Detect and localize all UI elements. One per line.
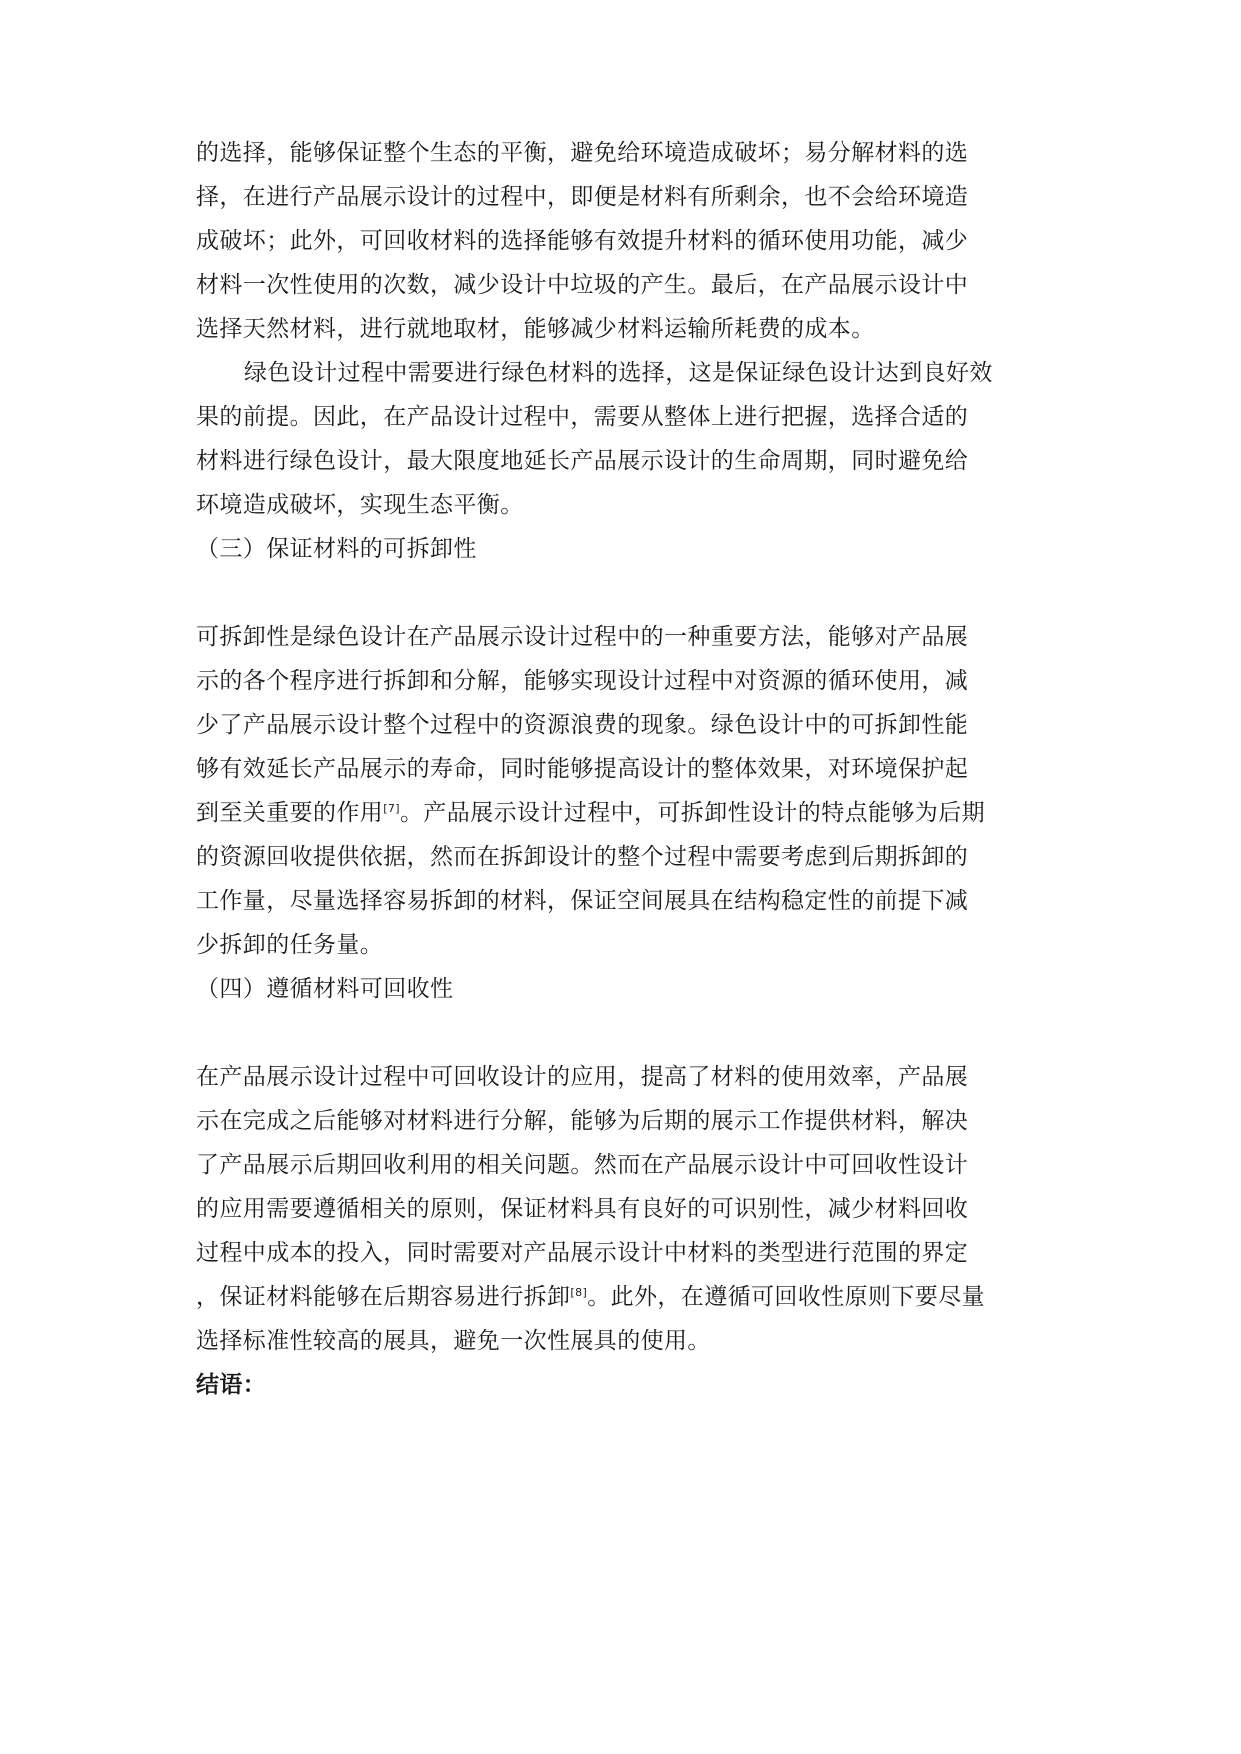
section-3-line-8: 少拆卸的任务量。 (196, 932, 384, 958)
section-4-line-6 (196, 1282, 985, 1312)
paragraph-1-line-5: 选择天然材料，进行就地取材，能够减少材料运输所耗费的成本。 (196, 316, 875, 342)
section-4-line-6-text-after: 。此外，在遵循可回收性原则下要尽量 (587, 1284, 986, 1310)
citation-ref-7: [7] (383, 802, 400, 815)
section-3-line-7: 工作量，尽量选择容易拆卸的材料，保证空间展具在结构稳定性的前提下减 (196, 888, 969, 914)
section-3-line-1: 可拆卸性是绿色设计在产品展示设计过程中的一种重要方法，能够对产品展 (196, 624, 969, 650)
paragraph-1-line-3: 成破坏；此外，可回收材料的选择能够有效提升材料的循环使用功能，减少 (196, 228, 969, 254)
section-4-heading: （四）遵循材料可回收性 (196, 976, 454, 1002)
section-4-line-7: 选择标准性较高的展具，避免一次性展具的使用。 (196, 1328, 711, 1354)
paragraph-1-line-1: 的选择，能够保证整个生态的平衡，避免给环境造成破坏；易分解材料的选 (196, 140, 969, 166)
paragraph-1-line-4: 材料一次性使用的次数，减少设计中垃圾的产生。最后，在产品展示设计中 (196, 272, 969, 298)
section-4-line-3: 了产品展示后期回收利用的相关问题。然而在产品展示设计中可回收性设计 (196, 1152, 969, 1178)
conclusion-heading: 结语： (196, 1372, 267, 1398)
section-3-line-5-text-before: 到至关重要的作用 (196, 800, 384, 826)
section-3-line-5-text-after: 。产品展示设计过程中，可拆卸性设计的特点能够为后期 (400, 800, 985, 826)
paragraph-2-line-2: 果的前提。因此，在产品设计过程中，需要从整体上进行把握，选择合适的 (196, 404, 969, 430)
section-4-line-2: 示在完成之后能够对材料进行分解，能够为后期的展示工作提供材料，解决 (196, 1108, 969, 1134)
paragraph-2-line-1: 绿色设计过程中需要进行绿色材料的选择，这是保证绿色设计达到良好效 (244, 360, 993, 386)
section-4-line-4: 的应用需要遵循相关的原则，保证材料具有良好的可识别性，减少材料回收 (196, 1196, 969, 1222)
citation-ref-8: [8] (570, 1286, 588, 1299)
section-3-line-6: 的资源回收提供依据，然而在拆卸设计的整个过程中需要考虑到后期拆卸的 (196, 844, 969, 870)
paragraph-1-line-2: 择，在进行产品展示设计的过程中，即便是材料有所剩余，也不会给环境造 (196, 184, 969, 210)
section-3-line-3: 少了产品展示设计整个过程中的资源浪费的现象。绿色设计中的可拆卸性能 (196, 712, 969, 738)
paragraph-2-line-4: 环境造成破坏，实现生态平衡。 (196, 492, 524, 518)
section-4-line-1: 在产品展示设计过程中可回收设计的应用，提高了材料的使用效率，产品展 (196, 1064, 969, 1090)
section-4-line-6-text-before: ，保证材料能够在后期容易进行拆卸 (196, 1284, 571, 1310)
section-3-line-5 (196, 798, 985, 828)
section-4-line-5: 过程中成本的投入，同时需要对产品展示设计中材料的类型进行范围的界定 (196, 1240, 969, 1266)
section-3-line-4: 够有效延长产品展示的寿命，同时能够提高设计的整体效果，对环境保护起 (196, 756, 969, 782)
paragraph-2-line-3: 材料进行绿色设计，最大限度地延长产品展示设计的生命周期，同时避免给 (196, 448, 969, 474)
section-3-line-2: 示的各个程序进行拆卸和分解，能够实现设计过程中对资源的循环使用，减 (196, 668, 969, 694)
section-3-heading: （三）保证材料的可拆卸性 (196, 536, 477, 562)
